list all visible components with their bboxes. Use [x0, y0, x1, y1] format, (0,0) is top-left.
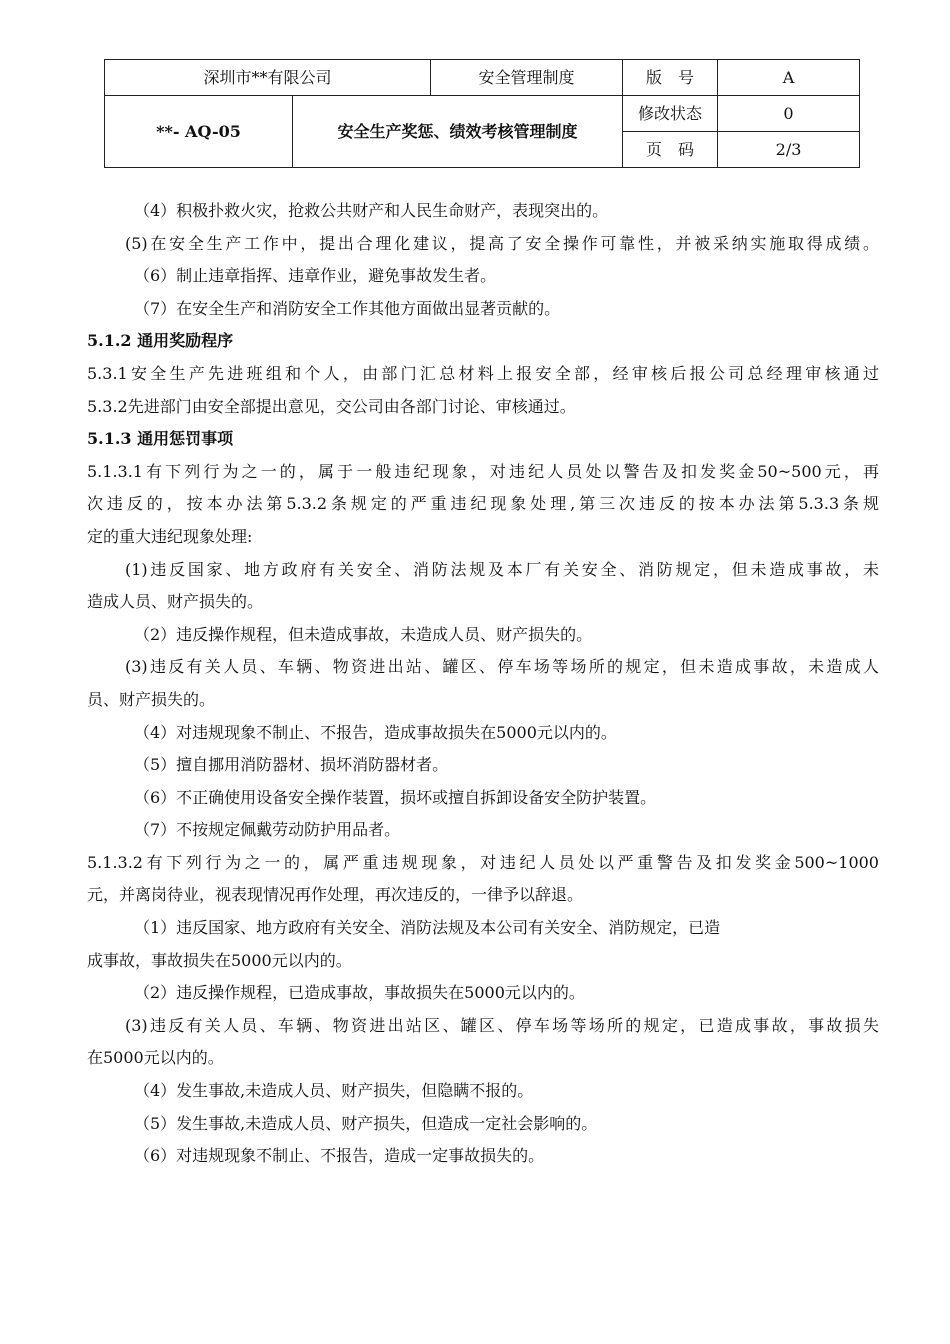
- body-line: (5)在安全生产工作中，提出合理化建议，提高了安全操作可靠性，并被采纳实施取得成绩。: [125, 233, 879, 253]
- version-value: A: [718, 60, 860, 96]
- body-line: (3)违反有关人员、车辆、物资进出站、罐区、停车场等场所的规定，但未造成事故，未造成人: [125, 657, 879, 677]
- doc-code: **- AQ-05: [105, 96, 293, 168]
- body-line: （5）擅自挪用消防器材、损坏消防器材者。: [134, 755, 449, 775]
- body-line: 造成人员、财产损失的。: [87, 592, 264, 612]
- version-label: 版 号: [623, 60, 718, 96]
- body-line: （4）发生事故,未造成人员、财产损失，但隐瞒不报的。: [134, 1081, 534, 1101]
- body-line: 员、财产损失的。: [87, 689, 216, 709]
- body-line: （7）不按规定佩戴劳动防护用品者。: [134, 820, 401, 840]
- body-line: 元，并离岗待业，视表现情况再作处理，再次违反的，一律予以辞退。: [87, 885, 584, 905]
- document-header-table: [104, 59, 860, 168]
- body-line: 5.3.2先进部门由安全部提出意见，交公司由各部门讨论、审核通过。: [87, 396, 576, 416]
- doc-category: 安全管理制度: [431, 60, 623, 96]
- body-line: （5）发生事故,未造成人员、财产损失，但造成一定社会影响的。: [134, 1113, 598, 1133]
- body-line: (1)违反国家、地方政府有关安全、消防法规及本厂有关安全、消防规定，但未造成事故，未: [125, 559, 879, 579]
- revision-value: 0: [718, 96, 860, 132]
- section-heading: 5.1.2 通用奖励程序: [87, 331, 234, 351]
- body-line: （6）对违规现象不制止、不报告，造成一定事故损失的。: [134, 1146, 545, 1166]
- page-label: 页 码: [623, 132, 718, 168]
- body-line: 成事故，事故损失在5000元以内的。: [87, 950, 352, 970]
- doc-title: 安全生产奖惩、绩效考核管理制度: [293, 96, 623, 168]
- body-line: 5.3.1安全生产先进班组和个人，由部门汇总材料上报安全部，经审核后报公司总经理审核通过: [87, 363, 879, 383]
- document-body: [87, 195, 879, 1173]
- page-value: 2/3: [718, 132, 860, 168]
- body-line: （6）制止违章指挥、违章作业，避免事故发生者。: [134, 266, 497, 286]
- body-line: （7）在安全生产和消防安全工作其他方面做出显著贡献的。: [134, 298, 561, 318]
- body-line: 次违反的，按本办法第5.3.2条规定的严重违纪现象处理,第三次违反的按本办法第5.3.3条规: [87, 494, 879, 514]
- revision-label: 修改状态: [623, 96, 718, 132]
- body-line: （1）违反国家、地方政府有关安全、消防法规及本公司有关安全、消防规定，已造: [134, 918, 721, 938]
- body-line: （4）对违规现象不制止、不报告，造成事故损失在5000元以内的。: [134, 722, 617, 742]
- body-line: 定的重大违纪现象处理:: [87, 526, 253, 546]
- body-line: 5.1.3.1有下列行为之一的，属于一般违纪现象，对违纪人员处以警告及扣发奖金50~500元，再: [87, 461, 879, 481]
- body-line: 5.1.3.2有下列行为之一的，属严重违规现象，对违纪人员处以严重警告及扣发奖金500~1000: [87, 852, 879, 872]
- body-line: （4）积极扑救火灾，抢救公共财产和人民生命财产，表现突出的。: [134, 201, 609, 220]
- company-name: 深圳市**有限公司: [105, 60, 431, 96]
- body-line: （2）违反操作规程，但未造成事故，未造成人员、财产损失的。: [134, 624, 593, 644]
- section-heading: 5.1.3 通用惩罚事项: [87, 429, 234, 449]
- body-line: (3)违反有关人员、车辆、物资进出站区、罐区、停车场等场所的规定，已造成事故，事故损失: [125, 1015, 879, 1035]
- body-line: （6）不正确使用设备安全操作装置，损坏或擅自拆卸设备安全防护装置。: [134, 787, 657, 807]
- body-line: 在5000元以内的。: [87, 1048, 224, 1068]
- body-line: （2）违反操作规程，已造成事故，事故损失在5000元以内的。: [134, 983, 585, 1003]
